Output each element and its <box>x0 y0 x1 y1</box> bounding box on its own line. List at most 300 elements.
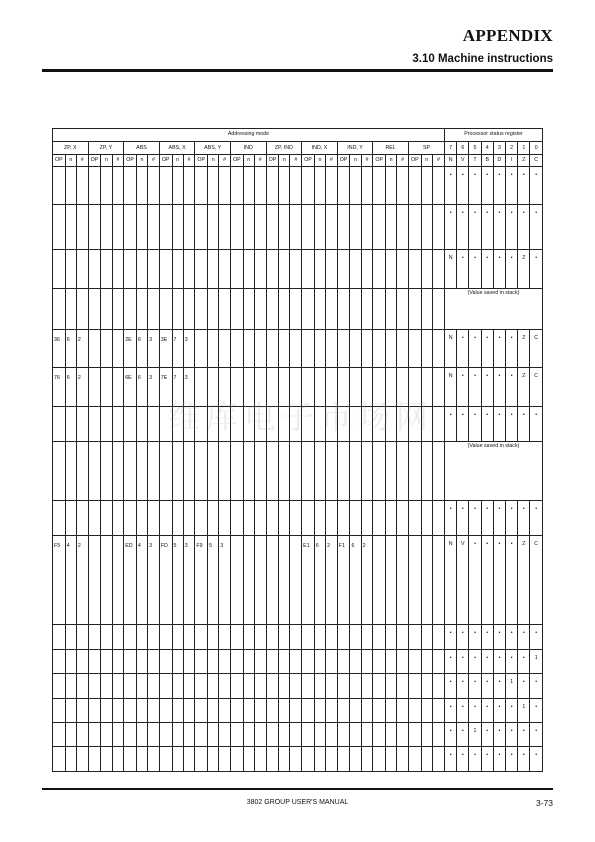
opcode-cell <box>337 250 350 289</box>
status-flag-cell: • <box>481 500 493 535</box>
opcode-cell: FD <box>159 535 172 625</box>
opcode-cell <box>230 205 243 250</box>
opcode-cell <box>183 747 195 772</box>
flag-header: V <box>457 155 469 166</box>
opcode-cell <box>208 625 219 649</box>
opcode-cell <box>397 205 409 250</box>
opcode-cell <box>421 407 432 442</box>
opcode-cell <box>208 722 219 746</box>
opcode-cell <box>361 407 373 442</box>
opcode-cell <box>432 698 444 722</box>
opcode-cell <box>314 368 325 407</box>
opcode-cell <box>195 166 208 205</box>
opcode-cell <box>314 500 325 535</box>
opcode-cell <box>302 250 315 289</box>
status-flag-cell: • <box>506 535 518 625</box>
addressing-mode-header: Addressing mode <box>53 129 445 142</box>
opcode-cell <box>159 205 172 250</box>
opcode-cell: 5 <box>172 535 183 625</box>
opcode-cell <box>408 166 421 205</box>
opcode-cell <box>314 441 325 500</box>
status-flag-cell: • <box>457 698 469 722</box>
opcode-cell <box>219 407 231 442</box>
opcode-cell <box>136 205 147 250</box>
status-flag-cell: • <box>506 407 518 442</box>
opcode-cell <box>279 250 290 289</box>
status-flag-cell: • <box>493 500 505 535</box>
subcolumn-header: OP <box>88 155 101 166</box>
opcode-cell: 2 <box>326 535 338 625</box>
status-flag-cell: • <box>469 329 481 368</box>
status-flag-cell: • <box>469 250 481 289</box>
opcode-cell <box>290 649 302 673</box>
opcode-cell <box>65 649 76 673</box>
opcode-cell <box>302 166 315 205</box>
opcode-cell <box>65 698 76 722</box>
opcode-cell <box>53 288 66 329</box>
flag-header: I <box>506 155 518 166</box>
opcode-cell <box>290 250 302 289</box>
status-flag-cell: • <box>506 205 518 250</box>
status-flag-cell: • <box>445 500 457 535</box>
status-flag-cell: • <box>481 535 493 625</box>
opcode-cell: ED <box>124 535 137 625</box>
status-flag-cell: N <box>445 535 457 625</box>
stack-note: (Value saved in stack) <box>445 288 543 329</box>
status-flag-cell: Z <box>518 329 530 368</box>
opcode-cell <box>76 649 88 673</box>
opcode-cell <box>397 407 409 442</box>
opcode-cell <box>172 722 183 746</box>
opcode-cell <box>219 500 231 535</box>
mode-header: ZP, X <box>53 142 89 155</box>
opcode-cell <box>230 698 243 722</box>
opcode-cell <box>350 407 361 442</box>
status-flag-cell: 1 <box>530 649 543 673</box>
opcode-cell <box>101 407 112 442</box>
opcode-cell <box>101 166 112 205</box>
opcode-cell <box>101 674 112 698</box>
opcode-cell <box>361 250 373 289</box>
opcode-cell <box>266 407 279 442</box>
opcode-cell <box>290 722 302 746</box>
opcode-cell <box>290 747 302 772</box>
table-row <box>53 288 543 329</box>
opcode-cell <box>408 368 421 407</box>
mode-header: ABS, X <box>159 142 195 155</box>
opcode-cell <box>76 288 88 329</box>
opcode-cell <box>302 698 315 722</box>
opcode-cell <box>326 368 338 407</box>
subcolumn-header: # <box>76 155 88 166</box>
opcode-cell <box>112 205 124 250</box>
opcode-cell: F5 <box>53 535 66 625</box>
opcode-cell <box>326 649 338 673</box>
status-flag-cell: • <box>469 625 481 649</box>
opcode-cell <box>53 166 66 205</box>
opcode-cell <box>243 441 254 500</box>
opcode-cell <box>172 500 183 535</box>
opcode-cell <box>76 407 88 442</box>
opcode-cell <box>254 441 266 500</box>
opcode-cell <box>373 698 386 722</box>
opcode-cell <box>432 625 444 649</box>
status-flag-cell: 1 <box>506 674 518 698</box>
opcode-cell <box>266 500 279 535</box>
opcode-cell <box>432 205 444 250</box>
opcode-cell <box>279 441 290 500</box>
opcode-cell <box>254 288 266 329</box>
status-bit-header: 1 <box>518 142 530 155</box>
opcode-cell <box>397 535 409 625</box>
opcode-cell <box>266 674 279 698</box>
opcode-cell <box>266 625 279 649</box>
opcode-cell <box>397 674 409 698</box>
status-flag-cell: • <box>457 500 469 535</box>
opcode-cell <box>337 441 350 500</box>
opcode-cell <box>88 698 101 722</box>
opcode-cell <box>373 288 386 329</box>
opcode-cell <box>148 288 160 329</box>
opcode-cell <box>337 368 350 407</box>
status-flag-cell: • <box>530 625 543 649</box>
status-flag-cell: N <box>445 329 457 368</box>
opcode-cell <box>397 288 409 329</box>
opcode-cell <box>266 535 279 625</box>
opcode-cell <box>266 166 279 205</box>
opcode-cell <box>65 407 76 442</box>
opcode-cell <box>124 674 137 698</box>
opcode-cell <box>302 674 315 698</box>
opcode-cell <box>136 441 147 500</box>
opcode-cell <box>101 329 112 368</box>
opcode-cell <box>266 368 279 407</box>
status-flag-cell: • <box>481 368 493 407</box>
opcode-cell <box>88 649 101 673</box>
opcode-cell <box>88 674 101 698</box>
status-flag-cell: • <box>530 747 543 772</box>
opcode-cell <box>243 250 254 289</box>
opcode-cell <box>326 722 338 746</box>
opcode-cell: 5 <box>208 535 219 625</box>
opcode-cell <box>326 205 338 250</box>
opcode-cell <box>208 166 219 205</box>
opcode-cell <box>397 250 409 289</box>
opcode-cell <box>337 205 350 250</box>
status-flag-cell: • <box>481 407 493 442</box>
opcode-cell <box>326 625 338 649</box>
status-flag-cell: • <box>506 250 518 289</box>
opcode-cell <box>421 674 432 698</box>
opcode-cell <box>219 329 231 368</box>
subcolumn-header: OP <box>408 155 421 166</box>
opcode-cell <box>397 649 409 673</box>
subcolumn-header: OP <box>124 155 137 166</box>
opcode-cell <box>112 250 124 289</box>
status-flag-cell: • <box>445 674 457 698</box>
opcode-cell <box>159 747 172 772</box>
status-flag-cell: • <box>457 625 469 649</box>
status-flag-cell: • <box>445 625 457 649</box>
opcode-cell <box>183 250 195 289</box>
opcode-cell <box>337 625 350 649</box>
opcode-cell <box>314 649 325 673</box>
subcolumn-header: OP <box>195 155 208 166</box>
opcode-cell <box>421 329 432 368</box>
opcode-cell <box>254 747 266 772</box>
status-flag-cell: • <box>445 722 457 746</box>
opcode-cell <box>183 625 195 649</box>
opcode-cell <box>124 722 137 746</box>
opcode-cell <box>432 250 444 289</box>
opcode-cell <box>266 698 279 722</box>
mode-header: REL <box>373 142 409 155</box>
opcode-cell <box>53 500 66 535</box>
status-flag-cell: • <box>481 205 493 250</box>
opcode-cell <box>373 329 386 368</box>
status-flag-cell: • <box>445 407 457 442</box>
opcode-cell <box>279 674 290 698</box>
status-flag-cell: • <box>530 500 543 535</box>
opcode-cell <box>88 205 101 250</box>
opcode-cell <box>350 205 361 250</box>
table-row <box>53 698 543 722</box>
opcode-cell <box>230 649 243 673</box>
opcode-cell <box>326 747 338 772</box>
opcode-cell <box>243 674 254 698</box>
opcode-cell <box>432 500 444 535</box>
opcode-cell <box>101 722 112 746</box>
opcode-cell <box>195 441 208 500</box>
subcolumn-header: # <box>148 155 160 166</box>
opcode-cell <box>337 674 350 698</box>
opcode-cell <box>183 441 195 500</box>
opcode-cell <box>53 407 66 442</box>
opcode-cell <box>337 649 350 673</box>
status-flag-cell: • <box>457 329 469 368</box>
status-flag-cell: • <box>518 625 530 649</box>
status-flag-cell: • <box>493 698 505 722</box>
status-flag-cell: • <box>457 649 469 673</box>
opcode-cell <box>195 698 208 722</box>
opcode-cell <box>183 205 195 250</box>
opcode-cell <box>101 535 112 625</box>
status-flag-cell: • <box>481 250 493 289</box>
opcode-cell <box>183 722 195 746</box>
opcode-cell <box>373 500 386 535</box>
opcode-cell <box>361 288 373 329</box>
opcode-cell <box>53 649 66 673</box>
opcode-cell <box>350 649 361 673</box>
opcode-cell <box>302 407 315 442</box>
opcode-cell <box>408 329 421 368</box>
opcode-cell <box>101 250 112 289</box>
status-flag-cell: • <box>530 674 543 698</box>
table-row <box>53 368 543 407</box>
opcode-cell <box>314 288 325 329</box>
table-row <box>53 722 543 746</box>
opcode-cell: 6 <box>350 535 361 625</box>
opcode-cell <box>361 674 373 698</box>
table-row <box>53 407 543 442</box>
flag-header: Z <box>518 155 530 166</box>
opcode-cell: 36 <box>53 329 66 368</box>
subcolumn-header: n <box>136 155 147 166</box>
opcode-cell <box>136 288 147 329</box>
status-flag-cell: • <box>481 747 493 772</box>
opcode-cell <box>386 649 397 673</box>
opcode-cell <box>408 747 421 772</box>
opcode-cell <box>65 205 76 250</box>
opcode-cell <box>208 698 219 722</box>
opcode-cell <box>101 205 112 250</box>
opcode-cell <box>112 674 124 698</box>
opcode-cell <box>302 329 315 368</box>
opcode-cell <box>219 441 231 500</box>
opcode-cell <box>101 368 112 407</box>
status-flag-cell: • <box>493 407 505 442</box>
opcode-cell <box>421 368 432 407</box>
mode-header: SP <box>408 142 444 155</box>
status-flag-cell: • <box>493 722 505 746</box>
opcode-cell <box>397 329 409 368</box>
opcode-cell <box>314 722 325 746</box>
opcode-cell <box>337 407 350 442</box>
opcode-cell <box>65 441 76 500</box>
opcode-cell <box>290 368 302 407</box>
subcolumn-header: n <box>350 155 361 166</box>
opcode-cell: E1 <box>302 535 315 625</box>
opcode-cell <box>53 698 66 722</box>
opcode-cell <box>243 722 254 746</box>
opcode-cell <box>159 250 172 289</box>
opcode-cell <box>208 649 219 673</box>
opcode-cell <box>172 698 183 722</box>
opcode-cell <box>386 368 397 407</box>
opcode-cell <box>254 625 266 649</box>
opcode-cell <box>243 535 254 625</box>
opcode-cell <box>408 535 421 625</box>
status-flag-cell: • <box>506 722 518 746</box>
status-flag-cell: • <box>493 747 505 772</box>
opcode-cell <box>302 625 315 649</box>
opcode-cell <box>112 441 124 500</box>
opcode-cell <box>101 441 112 500</box>
opcode-cell <box>136 747 147 772</box>
opcode-cell <box>408 722 421 746</box>
opcode-cell <box>243 205 254 250</box>
opcode-cell <box>337 698 350 722</box>
opcode-cell <box>290 698 302 722</box>
opcode-cell <box>279 698 290 722</box>
opcode-cell <box>373 747 386 772</box>
opcode-cell <box>124 407 137 442</box>
subcolumn-header: OP <box>230 155 243 166</box>
page-number: 3-73 <box>535 798 553 808</box>
opcode-cell <box>88 625 101 649</box>
opcode-cell <box>230 288 243 329</box>
opcode-cell: 3 <box>183 329 195 368</box>
opcode-cell <box>124 205 137 250</box>
opcode-cell <box>373 205 386 250</box>
table-row <box>53 205 543 250</box>
opcode-cell <box>386 625 397 649</box>
opcode-cell <box>230 625 243 649</box>
mode-header: ZP, Y <box>88 142 124 155</box>
opcode-cell <box>432 535 444 625</box>
opcode-cell: 6E <box>124 368 137 407</box>
opcode-cell <box>373 722 386 746</box>
opcode-cell <box>386 674 397 698</box>
opcode-cell <box>314 625 325 649</box>
opcode-cell <box>290 625 302 649</box>
opcode-cell <box>88 535 101 625</box>
opcode-cell: 2 <box>361 535 373 625</box>
status-flag-cell: • <box>469 166 481 205</box>
opcode-cell <box>350 329 361 368</box>
opcode-cell <box>350 500 361 535</box>
opcode-cell <box>326 329 338 368</box>
opcode-cell <box>279 288 290 329</box>
opcode-cell <box>326 166 338 205</box>
table-row <box>53 747 543 772</box>
opcode-cell <box>195 722 208 746</box>
opcode-cell: 3 <box>148 535 160 625</box>
opcode-cell <box>397 441 409 500</box>
opcode-cell <box>279 625 290 649</box>
status-flag-cell: 1 <box>469 722 481 746</box>
opcode-cell <box>172 288 183 329</box>
opcode-cell <box>421 722 432 746</box>
opcode-cell: 6 <box>65 329 76 368</box>
opcode-cell <box>373 674 386 698</box>
table-row <box>53 674 543 698</box>
opcode-cell <box>136 166 147 205</box>
opcode-cell <box>136 407 147 442</box>
opcode-cell <box>208 441 219 500</box>
opcode-cell <box>397 698 409 722</box>
opcode-cell <box>112 288 124 329</box>
status-bit-header: 0 <box>530 142 543 155</box>
opcode-cell <box>112 407 124 442</box>
opcode-cell <box>76 698 88 722</box>
opcode-cell <box>195 288 208 329</box>
opcode-cell <box>136 698 147 722</box>
opcode-cell <box>219 288 231 329</box>
status-flag-cell: • <box>518 407 530 442</box>
opcode-cell <box>397 722 409 746</box>
opcode-cell <box>254 722 266 746</box>
opcode-cell <box>243 698 254 722</box>
opcode-cell <box>243 407 254 442</box>
opcode-cell <box>432 288 444 329</box>
opcode-cell <box>183 500 195 535</box>
opcode-cell <box>326 500 338 535</box>
opcode-cell <box>326 674 338 698</box>
opcode-cell <box>76 205 88 250</box>
status-flag-cell: Z <box>518 250 530 289</box>
opcode-cell <box>124 649 137 673</box>
opcode-cell <box>101 747 112 772</box>
status-flag-cell: • <box>493 535 505 625</box>
opcode-cell <box>408 407 421 442</box>
opcode-cell <box>136 722 147 746</box>
subcolumn-header: n <box>101 155 112 166</box>
opcode-cell <box>421 205 432 250</box>
opcode-cell <box>88 500 101 535</box>
opcode-cell <box>314 747 325 772</box>
opcode-cell <box>373 368 386 407</box>
